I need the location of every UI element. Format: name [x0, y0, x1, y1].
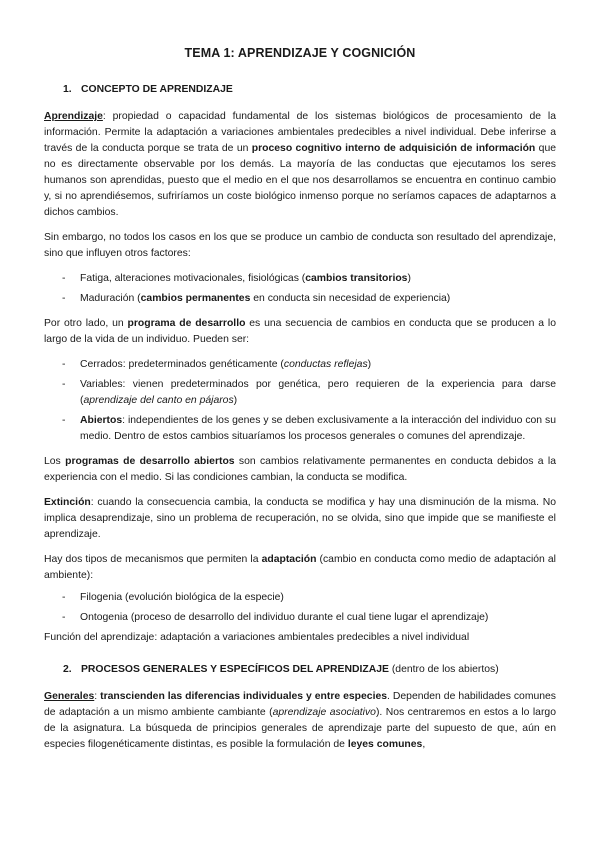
section-2-title-note: (dentro de los abiertos) — [388, 664, 499, 675]
list-item: - Abiertos: independientes de los genes y se deben exclusivamente a la interacción del individuo con su medio. Dentro de estos cambios situaríamos los procesos generales o comunes del aprendizaje. — [62, 415, 556, 442]
aprendizaje-definition: Aprendizaje: propiedad o capacidad fundamental de los sistemas biológicos de procesamiento de la información. Permite la adaptación a variaciones ambientales predecibles a nivel individual. Debe inferirse a través de la conducta porque se trata de un proceso cognitivo interno de adquisición de información que no es directamente observable por los demás. La mayoría de las conductas que ejecutamos los seres humanos son aprendidas, puesto que el medio en el que nos desarrollamos se encuentra en continuo cambio y, si no aprendiésemos, sufriríamos un coste biológico inmenso porque no seríamos capaces de adaptarnos a dichos cambios. — [44, 111, 556, 218]
section-2-number: 2. — [63, 664, 72, 675]
other-factors-intro: Sin embargo, no todos los casos en los que se produce un cambio de conducta son resultado del aprendizaje, sino que influyen otros factores: — [44, 232, 556, 259]
section-1-heading — [44, 82, 556, 98]
section-1-number: 1. — [63, 84, 72, 95]
funcion-aprendizaje: Función del aprendizaje: adaptación a variaciones ambientales predecibles a nivel individual — [44, 632, 470, 643]
page-title: TEMA 1: APRENDIZAJE Y COGNICIÓN — [184, 46, 416, 60]
factors-list — [44, 271, 556, 307]
list-item: - Cerrados: predeterminados genéticamente (conductas reflejas) — [62, 359, 372, 370]
list-item: - Fatiga, alteraciones motivacionales, fisiológicas (cambios transitorios) — [62, 273, 411, 284]
extincion-paragraph: Extinción: cuando la consecuencia cambia, la conducta se modifica y hay una disminución de la misma. No implica desaprendizaje, sino un problema de recuperación, no se olvida, sino que impide que se manifieste el aprendizaje. — [44, 497, 556, 540]
section-2-heading — [44, 662, 556, 678]
adaptacion-paragraph: Hay dos tipos de mecanismos que permiten la adaptación (cambio en conducta como medio de adaptación al ambiente): — [44, 554, 556, 581]
section-2-title: PROCESOS GENERALES Y ESPECÍFICOS DEL APRENDIZAJE — [81, 664, 389, 675]
list-item: - Filogenia (evolución biológica de la especie) — [62, 592, 284, 603]
programs-list — [44, 357, 556, 445]
section-1-title: CONCEPTO DE APRENDIZAJE — [81, 84, 233, 95]
list-item: - Ontogenia (proceso de desarrollo del individuo durante el cual tiene lugar el aprendizaje) — [62, 612, 489, 623]
programa-desarrollo-paragraph: Por otro lado, un programa de desarrollo es una secuencia de cambios en conducta que se producen a lo largo de la vida de un individuo. Pueden ser: — [44, 318, 556, 345]
mechanisms-list — [44, 590, 556, 626]
generales-paragraph: Generales: transcienden las diferencias individuales y entre especies. Dependen de habilidades comunes de adaptación a un mismo ambiente cambiante (aprendizaje asociativo). Nos centraremos en estos a lo largo de la asignatura. La búsqueda de principios generales de aprendizaje parte del supuesto de que, aún en especies filogenéticamente distintas, es posible la formulación de leyes comunes, — [44, 691, 557, 750]
list-item: - Maduración (cambios permanentes en conducta sin necesidad de experiencia) — [62, 293, 451, 304]
term-generales: Generales — [44, 691, 95, 702]
document-body — [44, 82, 556, 762]
programas-abiertos-paragraph: Los programas de desarrollo abiertos son cambios relativamente permanentes en conducta debidos a la experiencia con el medio. Si las condiciones cambian, la conducta se modifica. — [44, 456, 557, 483]
list-item: - Variables: vienen predeterminados por genética, pero requieren de la experiencia para darse (aprendizaje del canto en pájaros) — [62, 379, 556, 406]
term-aprendizaje: Aprendizaje — [44, 111, 103, 122]
